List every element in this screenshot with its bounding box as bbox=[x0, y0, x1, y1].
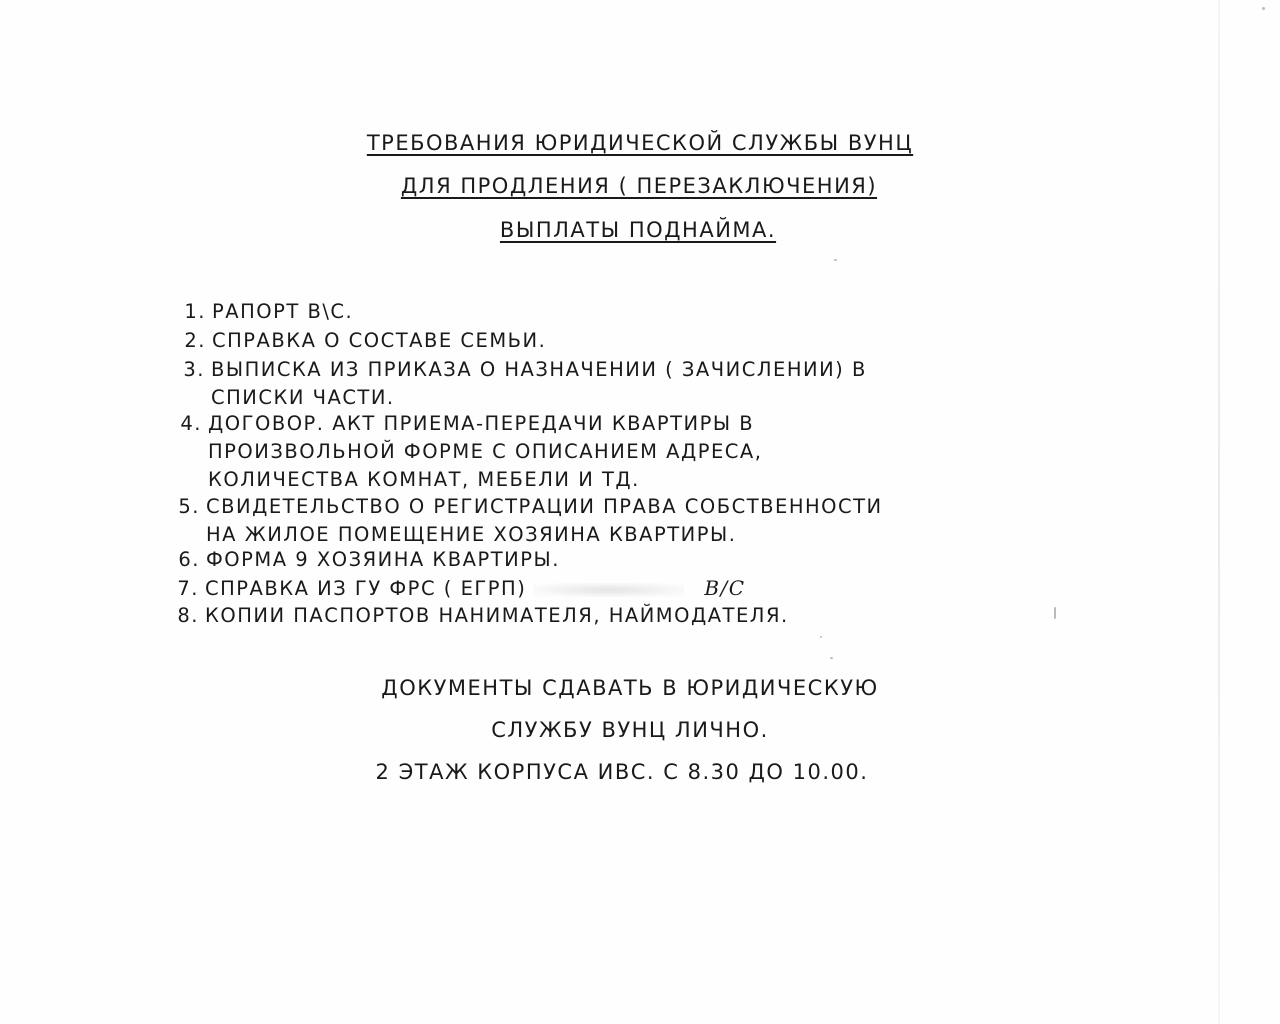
list-item-text-continued: СПИСКИ ЧАСТИ. bbox=[211, 386, 395, 409]
list-item-text: ФОРМА 9 ХОЗЯИНА КВАРТИРЫ. bbox=[206, 548, 560, 571]
list-item-text-continued: КОЛИЧЕСТВА КОМНАТ, МЕБЕЛИ И ТД. bbox=[208, 468, 640, 491]
list-item bbox=[166, 493, 883, 549]
list-item-number: 7. bbox=[177, 577, 199, 600]
list-item-text: СПРАВКА О СОСТАВЕ СЕМЬИ. bbox=[212, 329, 547, 352]
list-item-text-continued: НА ЖИЛОЕ ПОМЕЩЕНИЕ ХОЗЯИНА КВАРТИРЫ. bbox=[206, 523, 737, 546]
title-line-1: ТРЕБОВАНИЯ ЮРИДИЧЕСКОЙ СЛУЖБЫ ВУНЦ bbox=[366, 131, 914, 155]
redacted-blur bbox=[534, 583, 684, 597]
list-item bbox=[172, 327, 546, 355]
list-item-number: 6. bbox=[178, 548, 200, 571]
scan-speck bbox=[834, 259, 837, 261]
footer-line-2: СЛУЖБУ ВУНЦ ЛИЧНО. bbox=[491, 718, 769, 742]
list-item-number: 8. bbox=[177, 604, 199, 627]
scan-speck bbox=[1262, 7, 1265, 10]
list-item-text: КОПИИ ПАСПОРТОВ НАНИМАТЕЛЯ, НАЙМОДАТЕЛЯ. bbox=[205, 604, 789, 627]
list-item-text: СПРАВКА ИЗ ГУ ФРС ( ЕГРП) bbox=[205, 577, 527, 600]
list-item-number: 4. bbox=[180, 412, 202, 435]
title-line-2: ДЛЯ ПРОДЛЕНИЯ ( ПЕРЕЗАКЛЮЧЕНИЯ) bbox=[400, 174, 878, 198]
list-item bbox=[165, 602, 789, 630]
list-item-number: 1. bbox=[184, 300, 206, 323]
list-item bbox=[166, 546, 560, 574]
handwritten-note: В/С bbox=[704, 576, 746, 600]
list-item-text-continued: ПРОИЗВОЛЬНОЙ ФОРМЕ С ОПИСАНИЕМ АДРЕСА, bbox=[208, 440, 763, 463]
list-item-text: СВИДЕТЕЛЬСТВО О РЕГИСТРАЦИИ ПРАВА СОБСТВЕННОСТИ bbox=[206, 495, 883, 518]
list-item bbox=[172, 298, 353, 326]
title-line-3: ВЫПЛАТЫ ПОДНАЙМА. bbox=[499, 218, 777, 242]
list-item-text: ДОГОВОР. АКТ ПРИЕМА-ПЕРЕДАЧИ КВАРТИРЫ В bbox=[208, 412, 755, 435]
scan-speck bbox=[1054, 607, 1056, 619]
list-item-text: РАПОРТ В\С. bbox=[212, 300, 354, 323]
scan-speck bbox=[830, 657, 833, 659]
footer-line-1: ДОКУМЕНТЫ СДАВАТЬ В ЮРИДИЧЕСКУЮ bbox=[381, 676, 879, 700]
scan-speck bbox=[820, 636, 822, 638]
list-item bbox=[165, 574, 746, 603]
list-item-number: 2. bbox=[184, 329, 206, 352]
list-item-number: 5. bbox=[178, 495, 200, 518]
footer-line-3: 2 ЭТАЖ КОРПУСА ИВС. С 8.30 ДО 10.00. bbox=[375, 760, 869, 784]
list-item-number: 3. bbox=[183, 358, 205, 381]
list-item bbox=[168, 410, 762, 494]
list-item-text: ВЫПИСКА ИЗ ПРИКАЗА О НАЗНАЧЕНИИ ( ЗАЧИСЛЕНИИ) В bbox=[211, 358, 867, 381]
list-item bbox=[171, 356, 867, 412]
